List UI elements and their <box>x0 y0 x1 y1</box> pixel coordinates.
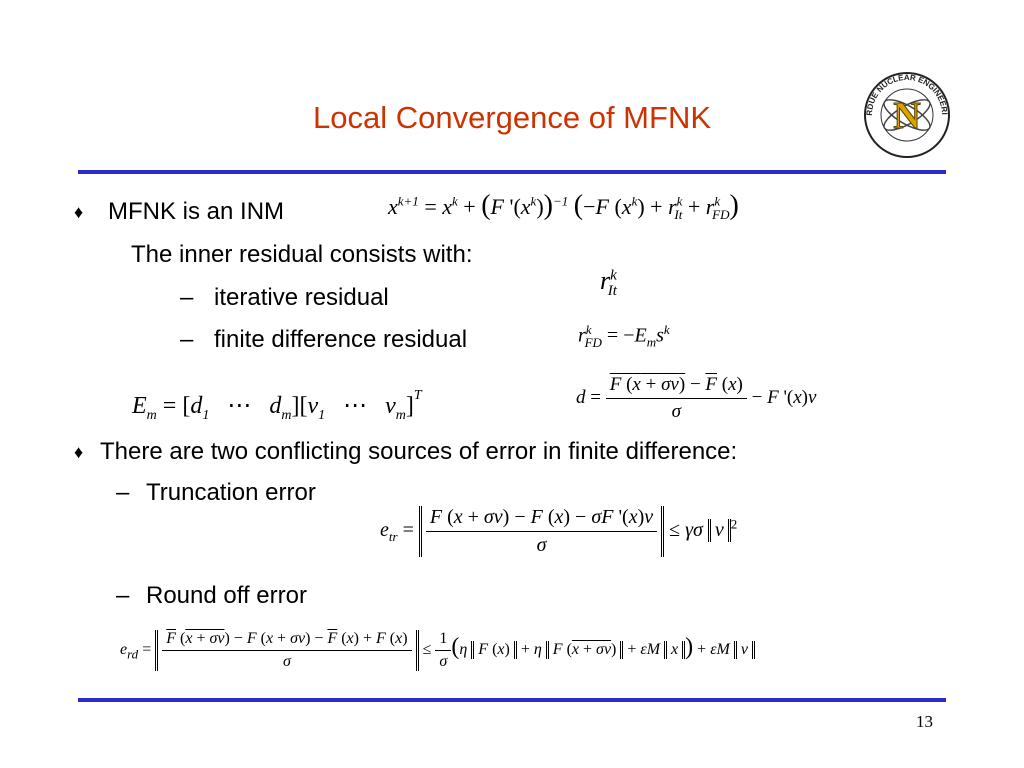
purdue-nuclear-logo <box>862 70 952 160</box>
iterative-residual-label: iterative residual <box>214 284 389 311</box>
svg-text:N: N <box>893 95 921 137</box>
newton-update-equation: $x^{k+1} = x^k + (F$ '$(x^k))^{-1}$ (−F $(x^k) + r^k_{It} + r^k_{FD}$) <box>388 190 739 223</box>
round-off-error-equation: $e_{rd}$ = $\frac{\overline{F} (x + \sigma v) - F (x + \sigma v) - \overline{F} (x) + F (x)}{\sigma}$ ≤ $\frac{1}{\sigma}$ (η F (x) + η F (x + σv) + εM x ) + εM v <box>120 630 755 671</box>
top-rule <box>78 170 946 174</box>
svg-text:PURDUE NUCLEAR ENGINEERING: RDUE NUCLEAR ENGINEERI <box>864 72 950 116</box>
round-off-error-label: Round off error <box>146 582 307 609</box>
bullet-marker: ♦ <box>74 202 84 222</box>
truncation-error-label: Truncation error <box>146 479 316 506</box>
iterative-residual-symbol: $r^k_{It}$ <box>600 266 617 300</box>
bullet-marker: ♦ <box>74 442 84 462</box>
dash: – <box>180 326 194 353</box>
page-title: Local Convergence of MFNK <box>312 100 712 135</box>
bottom-rule <box>78 698 946 702</box>
d-definition-equation: d = $\frac{F (x + \sigma v) - \overline{F} (x)}{\sigma}$ − F '(x)v <box>576 374 817 422</box>
truncation-error-equation: $e_{tr}$ = $\frac{F (x + \sigma v) - F (x) - \sigma F '(x)v}{\sigma}$ ≤ γσ v $^2$ <box>380 506 738 556</box>
em-matrix-equation: $E_m = [d_1$ ⋯ $d_m][v_1$ ⋯ $v_m]^T$ <box>132 388 422 423</box>
dash: – <box>116 582 130 609</box>
dash: – <box>180 284 194 311</box>
bullet-mfnk-inm: MFNK is an INM <box>108 198 285 225</box>
dash: – <box>116 479 130 506</box>
page-number: 13 <box>916 712 933 731</box>
fd-residual-equation: $r^k_{FD} = -E_ms^k$ <box>578 322 670 350</box>
inner-residual-text: The inner residual consists with: <box>131 241 473 268</box>
fd-residual-label: finite difference residual <box>214 326 468 353</box>
bullet-error-sources: There are two conflicting sources of error in finite difference: <box>100 438 738 465</box>
